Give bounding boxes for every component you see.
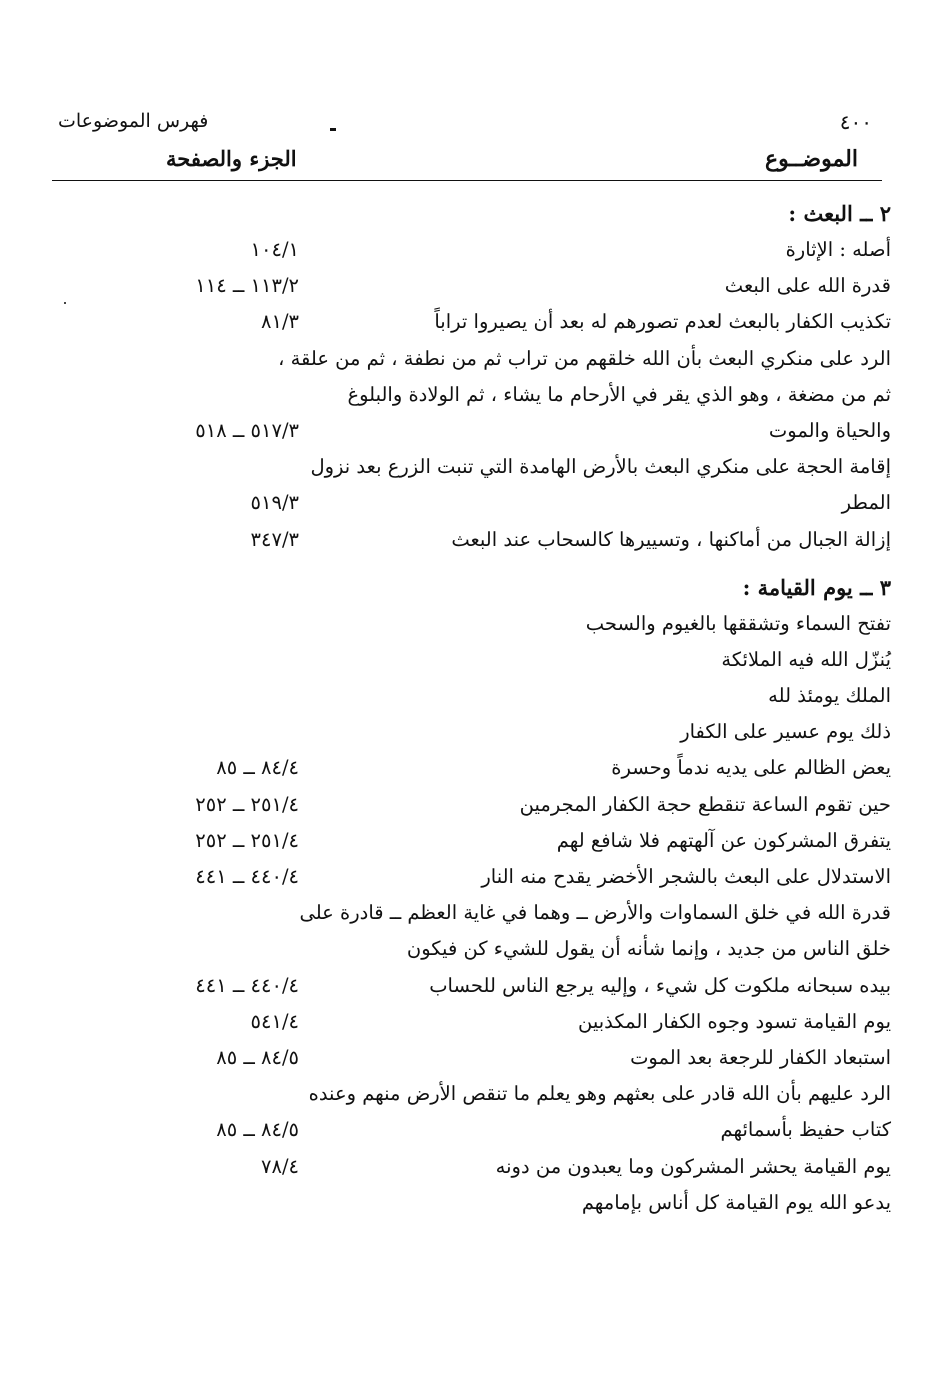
entry-topic: يعض الظالم على يديه ندماً وحسرة [611,756,891,780]
entry-reference: ٨٤/٥ ــ ٨٥ [216,1118,299,1142]
entry-topic: تكذيب الكفار بالبعث لعدم تصورهم له بعد أن يصيروا تراباً [434,310,891,334]
entry-topic: تفتح السماء وتشققها بالغيوم والسحب [585,611,891,635]
section-title: ٢ ــ البعث : [788,201,891,226]
header-ornament [330,128,336,131]
entry-topic: يوم القيامة تسود وجوه الكفار المكذبين [578,1009,891,1033]
entry-reference: ٢٥١/٤ ــ ٢٥٢ [195,828,299,852]
entry-topic: الملك يومئذ لله [768,684,891,708]
index-entry [0,268,947,304]
entry-topic: يُنزّل الله فيه الملائكة [721,647,891,671]
index-entry [0,522,947,558]
entry-topic: والحياة والموت [768,418,891,442]
index-entry [0,968,947,1004]
entry-topic: يدعو الله يوم القيامة كل أناس بإمامهم [581,1190,891,1214]
entry-topic: بيده سبحانه ملكوت كل شيء ، وإليه يرجع الناس للحساب [429,973,891,997]
section-gap [0,558,947,570]
index-entry [0,678,947,714]
entry-topic: قدرة الله في خلق السماوات والأرض ــ وهما في غاية العظم ــ قادرة على [299,901,891,925]
entry-topic: الرد عليهم بأن الله قادر على بعثهم وهو يعلم ما تنقص الأرض منهم وعنده [308,1082,891,1106]
entry-topic: إقامة الحجة على منكري البعث بالأرض الهامدة التي تنبت الزرع بعد نزول [310,455,891,479]
index-entry [0,449,947,485]
entry-topic: المطر [841,491,891,515]
entry-topic: أصله : الإثارة [785,238,891,261]
index-entry [0,859,947,895]
index-entry [0,377,947,413]
entry-reference: ٥١٩/٣ [250,491,299,515]
index-sections [0,196,947,1221]
entry-reference: ٤٤٠/٤ ــ ٤٤١ [195,973,299,997]
index-entry [0,341,947,377]
index-entry [0,931,947,967]
page-number: ٤٠٠ [839,110,872,134]
index-entry [0,304,947,340]
index-entry [0,413,947,449]
index-entry [0,1185,947,1221]
index-entry [0,1076,947,1112]
index-entry [0,1149,947,1185]
index-entry [0,1112,947,1148]
scan-speck [64,302,66,304]
entry-reference: ٢٥١/٤ ــ ٢٥٢ [195,792,299,816]
entry-topic: يوم القيامة يحشر المشركون وما يعبدون من دونه [495,1154,891,1178]
entry-topic: ثم من مضغة ، وهو الذي يقر في الأرحام ما يشاء ، ثم الولادة والبلوغ [347,382,891,406]
entry-topic: قدرة الله على البعث [724,274,891,298]
section-title: ٣ ــ يوم القيامة : [742,574,891,600]
entry-reference: ٥١٧/٣ ــ ٥١٨ [195,418,299,442]
entry-topic: حين تقوم الساعة تنقطع حجة الكفار المجرمين [519,792,891,816]
entry-topic: استبعاد الكفار للرجعة بعد الموت [630,1045,891,1069]
entry-reference: ١٠٤/١ [250,238,299,261]
entry-topic: الاستدلال على البعث بالشجر الأخضر يقدح منه النار [481,865,891,888]
entry-reference: ٨٤/٤ ــ ٨٥ [216,756,299,780]
index-entry [0,750,947,786]
index-entry [0,606,947,642]
index-entry [0,485,947,521]
index-entry [0,787,947,823]
entry-topic: كتاب حفيظ بأسمائهم [720,1118,891,1142]
entry-topic: ذلك يوم عسير على الكفار [680,720,891,744]
index-entry [0,642,947,678]
entry-reference: ٨٤/٥ ــ ٨٥ [216,1045,299,1069]
entry-reference: ٤٤٠/٤ ــ ٤٤١ [195,865,299,888]
entry-reference: ١١٣/٢ ــ ١١٤ [195,274,299,298]
index-entry [0,895,947,931]
index-entry [0,1040,947,1076]
entry-reference: ٨١/٣ [261,310,299,334]
entry-topic: الرد على منكري البعث بأن الله خلقهم من تراب ثم من نطفة ، ثم من علقة ، [278,346,891,370]
running-header [52,110,882,138]
running-title: فهرس الموضوعات [58,110,209,132]
entry-topic: يتفرق المشركون عن آلهتهم فلا شافع لهم [556,828,891,852]
entry-reference: ٣٤٧/٣ [250,527,299,551]
entry-topic: خلق الناس من جديد ، وإنما شأنه أن يقول للشيء كن فيكون [406,937,891,961]
entry-topic: إزالة الجبال من أماكنها ، وتسييرها كالسحاب عند البعث [451,527,891,551]
index-entry [0,823,947,859]
column-topic-heading: الموضــوع [765,146,858,172]
index-entry [0,714,947,750]
column-reference-heading: الجزء والصفحة [166,146,297,171]
column-header [52,144,882,181]
entry-reference: ٥٤١/٤ [250,1009,299,1033]
index-entry [0,232,947,268]
entry-reference: ٧٨/٤ [261,1154,299,1178]
index-entry [0,1004,947,1040]
